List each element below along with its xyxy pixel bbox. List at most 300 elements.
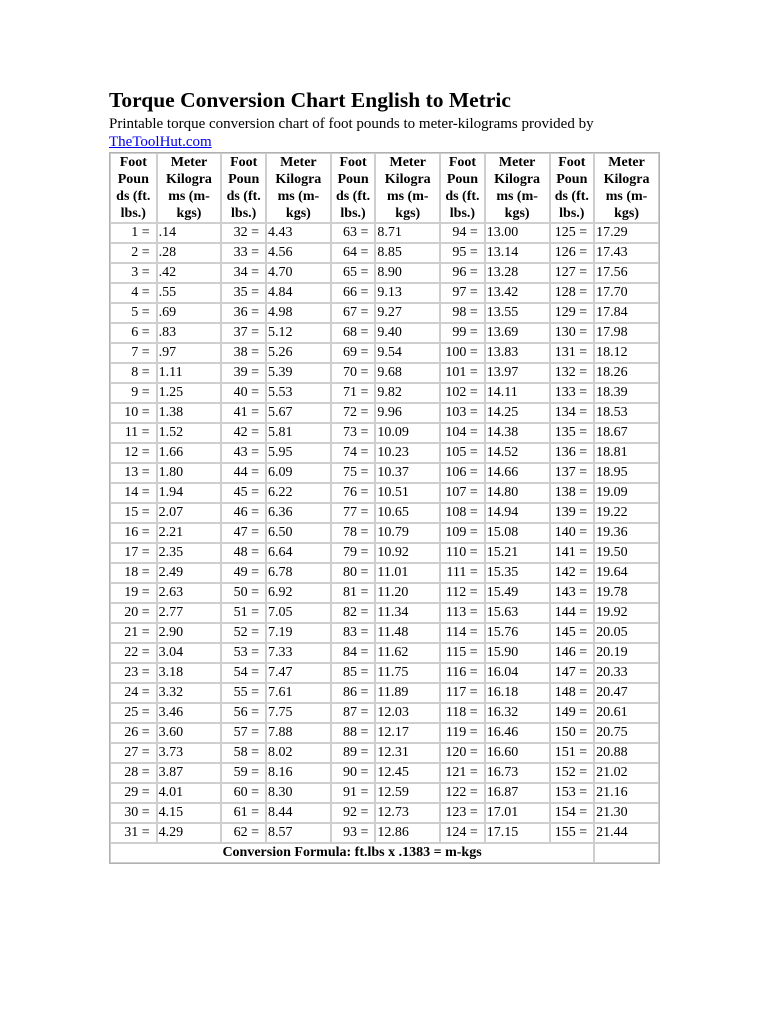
meter-kilograms-cell: 7.05	[266, 603, 331, 623]
foot-pounds-cell: 86 =	[331, 683, 376, 703]
meter-kilograms-cell: 16.04	[485, 663, 550, 683]
foot-pounds-cell: 39 =	[221, 363, 266, 383]
meter-kilograms-cell: 8.02	[266, 743, 331, 763]
foot-pounds-cell: 76 =	[331, 483, 376, 503]
foot-pounds-cell: 154 =	[550, 803, 595, 823]
meter-kilograms-cell: 2.77	[157, 603, 222, 623]
foot-pounds-cell: 27 =	[110, 743, 157, 763]
table-row	[110, 663, 659, 683]
meter-kilograms-cell: 15.21	[485, 543, 550, 563]
meter-kilograms-cell: 17.98	[594, 323, 659, 343]
foot-pounds-cell: 7 =	[110, 343, 157, 363]
foot-pounds-cell: 31 =	[110, 823, 157, 843]
meter-kilograms-cell: 10.79	[375, 523, 440, 543]
meter-kilograms-cell: 7.75	[266, 703, 331, 723]
meter-kilograms-cell: 8.71	[375, 223, 440, 243]
header-meter-kilograms: Meter Kilogra ms (m-kgs)	[594, 153, 659, 223]
meter-kilograms-cell: 6.64	[266, 543, 331, 563]
foot-pounds-cell: 88 =	[331, 723, 376, 743]
foot-pounds-cell: 95 =	[440, 243, 485, 263]
meter-kilograms-cell: 19.09	[594, 483, 659, 503]
meter-kilograms-cell: 15.35	[485, 563, 550, 583]
foot-pounds-cell: 121 =	[440, 763, 485, 783]
meter-kilograms-cell: .83	[157, 323, 222, 343]
foot-pounds-cell: 25 =	[110, 703, 157, 723]
meter-kilograms-cell: 6.22	[266, 483, 331, 503]
foot-pounds-cell: 4 =	[110, 283, 157, 303]
foot-pounds-cell: 106 =	[440, 463, 485, 483]
meter-kilograms-cell: 9.27	[375, 303, 440, 323]
meter-kilograms-cell: 4.15	[157, 803, 222, 823]
foot-pounds-cell: 145 =	[550, 623, 595, 643]
table-row	[110, 483, 659, 503]
meter-kilograms-cell: 6.09	[266, 463, 331, 483]
table-row	[110, 263, 659, 283]
meter-kilograms-cell: 10.09	[375, 423, 440, 443]
meter-kilograms-cell: 4.84	[266, 283, 331, 303]
foot-pounds-cell: 60 =	[221, 783, 266, 803]
meter-kilograms-cell: 6.78	[266, 563, 331, 583]
foot-pounds-cell: 30 =	[110, 803, 157, 823]
foot-pounds-cell: 64 =	[331, 243, 376, 263]
foot-pounds-cell: 126 =	[550, 243, 595, 263]
header-row	[110, 153, 659, 223]
foot-pounds-cell: 83 =	[331, 623, 376, 643]
formula-row	[110, 843, 659, 863]
foot-pounds-cell: 74 =	[331, 443, 376, 463]
meter-kilograms-cell: 9.68	[375, 363, 440, 383]
meter-kilograms-cell: 2.63	[157, 583, 222, 603]
foot-pounds-cell: 109 =	[440, 523, 485, 543]
meter-kilograms-cell: 12.03	[375, 703, 440, 723]
meter-kilograms-cell: 11.89	[375, 683, 440, 703]
foot-pounds-cell: 36 =	[221, 303, 266, 323]
meter-kilograms-cell: 15.76	[485, 623, 550, 643]
foot-pounds-cell: 73 =	[331, 423, 376, 443]
meter-kilograms-cell: 17.43	[594, 243, 659, 263]
table-row	[110, 603, 659, 623]
foot-pounds-cell: 117 =	[440, 683, 485, 703]
meter-kilograms-cell: 4.29	[157, 823, 222, 843]
conversion-table	[109, 152, 660, 864]
foot-pounds-cell: 72 =	[331, 403, 376, 423]
foot-pounds-cell: 41 =	[221, 403, 266, 423]
header-foot-pounds: Foot Poun ds (ft. lbs.)	[221, 153, 266, 223]
foot-pounds-cell: 65 =	[331, 263, 376, 283]
meter-kilograms-cell: 14.25	[485, 403, 550, 423]
foot-pounds-cell: 69 =	[331, 343, 376, 363]
foot-pounds-cell: 128 =	[550, 283, 595, 303]
meter-kilograms-cell: 12.31	[375, 743, 440, 763]
foot-pounds-cell: 98 =	[440, 303, 485, 323]
meter-kilograms-cell: .14	[157, 223, 222, 243]
meter-kilograms-cell: 5.67	[266, 403, 331, 423]
foot-pounds-cell: 14 =	[110, 483, 157, 503]
meter-kilograms-cell: 1.11	[157, 363, 222, 383]
meter-kilograms-cell: 5.95	[266, 443, 331, 463]
meter-kilograms-cell: 7.61	[266, 683, 331, 703]
foot-pounds-cell: 132 =	[550, 363, 595, 383]
toolhut-link[interactable]: TheToolHut.com	[109, 134, 212, 150]
table-row	[110, 583, 659, 603]
meter-kilograms-cell: 13.42	[485, 283, 550, 303]
table-row	[110, 563, 659, 583]
meter-kilograms-cell: 13.69	[485, 323, 550, 343]
table-row	[110, 783, 659, 803]
document-page	[109, 88, 660, 864]
meter-kilograms-cell: 15.90	[485, 643, 550, 663]
foot-pounds-cell: 104 =	[440, 423, 485, 443]
foot-pounds-cell: 123 =	[440, 803, 485, 823]
meter-kilograms-cell: 14.52	[485, 443, 550, 463]
foot-pounds-cell: 70 =	[331, 363, 376, 383]
foot-pounds-cell: 118 =	[440, 703, 485, 723]
header-meter-kilograms: Meter Kilogra ms (m-kgs)	[157, 153, 222, 223]
foot-pounds-cell: 18 =	[110, 563, 157, 583]
table-row	[110, 623, 659, 643]
foot-pounds-cell: 119 =	[440, 723, 485, 743]
foot-pounds-cell: 52 =	[221, 623, 266, 643]
foot-pounds-cell: 141 =	[550, 543, 595, 563]
meter-kilograms-cell: 20.61	[594, 703, 659, 723]
foot-pounds-cell: 23 =	[110, 663, 157, 683]
meter-kilograms-cell: 11.48	[375, 623, 440, 643]
foot-pounds-cell: 107 =	[440, 483, 485, 503]
foot-pounds-cell: 136 =	[550, 443, 595, 463]
conversion-formula: Conversion Formula: ft.lbs x .1383 = m-kgs	[110, 843, 594, 863]
foot-pounds-cell: 101 =	[440, 363, 485, 383]
foot-pounds-cell: 143 =	[550, 583, 595, 603]
meter-kilograms-cell: 10.23	[375, 443, 440, 463]
meter-kilograms-cell: 20.33	[594, 663, 659, 683]
table-row	[110, 823, 659, 843]
foot-pounds-cell: 50 =	[221, 583, 266, 603]
foot-pounds-cell: 24 =	[110, 683, 157, 703]
foot-pounds-cell: 32 =	[221, 223, 266, 243]
foot-pounds-cell: 80 =	[331, 563, 376, 583]
foot-pounds-cell: 125 =	[550, 223, 595, 243]
foot-pounds-cell: 33 =	[221, 243, 266, 263]
meter-kilograms-cell: 3.46	[157, 703, 222, 723]
meter-kilograms-cell: 10.65	[375, 503, 440, 523]
foot-pounds-cell: 114 =	[440, 623, 485, 643]
meter-kilograms-cell: 15.63	[485, 603, 550, 623]
foot-pounds-cell: 57 =	[221, 723, 266, 743]
foot-pounds-cell: 35 =	[221, 283, 266, 303]
header-foot-pounds: Foot Poun ds (ft. lbs.)	[331, 153, 376, 223]
foot-pounds-cell: 131 =	[550, 343, 595, 363]
foot-pounds-cell: 115 =	[440, 643, 485, 663]
meter-kilograms-cell: 20.05	[594, 623, 659, 643]
foot-pounds-cell: 45 =	[221, 483, 266, 503]
foot-pounds-cell: 120 =	[440, 743, 485, 763]
meter-kilograms-cell: 16.18	[485, 683, 550, 703]
table-row	[110, 743, 659, 763]
meter-kilograms-cell: 6.36	[266, 503, 331, 523]
foot-pounds-cell: 151 =	[550, 743, 595, 763]
meter-kilograms-cell: 12.86	[375, 823, 440, 843]
foot-pounds-cell: 59 =	[221, 763, 266, 783]
foot-pounds-cell: 8 =	[110, 363, 157, 383]
meter-kilograms-cell: 11.34	[375, 603, 440, 623]
foot-pounds-cell: 44 =	[221, 463, 266, 483]
foot-pounds-cell: 56 =	[221, 703, 266, 723]
meter-kilograms-cell: 2.90	[157, 623, 222, 643]
meter-kilograms-cell: 4.43	[266, 223, 331, 243]
meter-kilograms-cell: .55	[157, 283, 222, 303]
foot-pounds-cell: 63 =	[331, 223, 376, 243]
table-row	[110, 403, 659, 423]
foot-pounds-cell: 139 =	[550, 503, 595, 523]
foot-pounds-cell: 49 =	[221, 563, 266, 583]
meter-kilograms-cell: 4.98	[266, 303, 331, 323]
table-row	[110, 343, 659, 363]
foot-pounds-cell: 22 =	[110, 643, 157, 663]
foot-pounds-cell: 11 =	[110, 423, 157, 443]
foot-pounds-cell: 96 =	[440, 263, 485, 283]
foot-pounds-cell: 148 =	[550, 683, 595, 703]
foot-pounds-cell: 134 =	[550, 403, 595, 423]
foot-pounds-cell: 21 =	[110, 623, 157, 643]
foot-pounds-cell: 51 =	[221, 603, 266, 623]
meter-kilograms-cell: 16.60	[485, 743, 550, 763]
foot-pounds-cell: 28 =	[110, 763, 157, 783]
meter-kilograms-cell: 12.17	[375, 723, 440, 743]
foot-pounds-cell: 90 =	[331, 763, 376, 783]
meter-kilograms-cell: 10.37	[375, 463, 440, 483]
meter-kilograms-cell: 15.49	[485, 583, 550, 603]
foot-pounds-cell: 12 =	[110, 443, 157, 463]
meter-kilograms-cell: 4.56	[266, 243, 331, 263]
header-foot-pounds: Foot Poun ds (ft. lbs.)	[440, 153, 485, 223]
meter-kilograms-cell: 1.66	[157, 443, 222, 463]
meter-kilograms-cell: 8.90	[375, 263, 440, 283]
meter-kilograms-cell: 20.88	[594, 743, 659, 763]
foot-pounds-cell: 87 =	[331, 703, 376, 723]
meter-kilograms-cell: 13.14	[485, 243, 550, 263]
foot-pounds-cell: 71 =	[331, 383, 376, 403]
foot-pounds-cell: 102 =	[440, 383, 485, 403]
meter-kilograms-cell: 21.44	[594, 823, 659, 843]
meter-kilograms-cell: 13.55	[485, 303, 550, 323]
foot-pounds-cell: 137 =	[550, 463, 595, 483]
foot-pounds-cell: 94 =	[440, 223, 485, 243]
formula-empty-cell	[594, 843, 659, 863]
table-row	[110, 243, 659, 263]
meter-kilograms-cell: .97	[157, 343, 222, 363]
meter-kilograms-cell: 7.33	[266, 643, 331, 663]
meter-kilograms-cell: 9.13	[375, 283, 440, 303]
header-meter-kilograms: Meter Kilogra ms (m-kgs)	[485, 153, 550, 223]
table-row	[110, 463, 659, 483]
table-row	[110, 643, 659, 663]
meter-kilograms-cell: .42	[157, 263, 222, 283]
foot-pounds-cell: 103 =	[440, 403, 485, 423]
foot-pounds-cell: 2 =	[110, 243, 157, 263]
meter-kilograms-cell: 18.53	[594, 403, 659, 423]
meter-kilograms-cell: 3.60	[157, 723, 222, 743]
foot-pounds-cell: 9 =	[110, 383, 157, 403]
subtitle: Printable torque conversion chart of foot pounds to meter-kilograms provided by	[109, 116, 594, 132]
meter-kilograms-cell: 8.44	[266, 803, 331, 823]
meter-kilograms-cell: 3.87	[157, 763, 222, 783]
foot-pounds-cell: 150 =	[550, 723, 595, 743]
foot-pounds-cell: 133 =	[550, 383, 595, 403]
meter-kilograms-cell: 2.21	[157, 523, 222, 543]
table-row	[110, 703, 659, 723]
foot-pounds-cell: 29 =	[110, 783, 157, 803]
page-title: Torque Conversion Chart English to Metric	[109, 88, 511, 112]
meter-kilograms-cell: 14.94	[485, 503, 550, 523]
meter-kilograms-cell: 21.02	[594, 763, 659, 783]
meter-kilograms-cell: 2.07	[157, 503, 222, 523]
foot-pounds-cell: 79 =	[331, 543, 376, 563]
meter-kilograms-cell: 21.30	[594, 803, 659, 823]
header-meter-kilograms: Meter Kilogra ms (m-kgs)	[266, 153, 331, 223]
foot-pounds-cell: 146 =	[550, 643, 595, 663]
foot-pounds-cell: 116 =	[440, 663, 485, 683]
meter-kilograms-cell: 20.75	[594, 723, 659, 743]
meter-kilograms-cell: 14.66	[485, 463, 550, 483]
meter-kilograms-cell: 13.00	[485, 223, 550, 243]
meter-kilograms-cell: 4.01	[157, 783, 222, 803]
foot-pounds-cell: 89 =	[331, 743, 376, 763]
foot-pounds-cell: 43 =	[221, 443, 266, 463]
foot-pounds-cell: 5 =	[110, 303, 157, 323]
foot-pounds-cell: 38 =	[221, 343, 266, 363]
foot-pounds-cell: 153 =	[550, 783, 595, 803]
table-row	[110, 363, 659, 383]
meter-kilograms-cell: 19.92	[594, 603, 659, 623]
foot-pounds-cell: 142 =	[550, 563, 595, 583]
meter-kilograms-cell: 16.32	[485, 703, 550, 723]
foot-pounds-cell: 58 =	[221, 743, 266, 763]
foot-pounds-cell: 61 =	[221, 803, 266, 823]
foot-pounds-cell: 66 =	[331, 283, 376, 303]
meter-kilograms-cell: 12.59	[375, 783, 440, 803]
meter-kilograms-cell: 19.50	[594, 543, 659, 563]
meter-kilograms-cell: 7.47	[266, 663, 331, 683]
foot-pounds-cell: 113 =	[440, 603, 485, 623]
meter-kilograms-cell: 8.57	[266, 823, 331, 843]
meter-kilograms-cell: 2.49	[157, 563, 222, 583]
meter-kilograms-cell: 10.51	[375, 483, 440, 503]
meter-kilograms-cell: 17.56	[594, 263, 659, 283]
meter-kilograms-cell: 7.19	[266, 623, 331, 643]
meter-kilograms-cell: 1.80	[157, 463, 222, 483]
meter-kilograms-cell: 9.54	[375, 343, 440, 363]
meter-kilograms-cell: .28	[157, 243, 222, 263]
foot-pounds-cell: 124 =	[440, 823, 485, 843]
foot-pounds-cell: 42 =	[221, 423, 266, 443]
meter-kilograms-cell: 11.20	[375, 583, 440, 603]
meter-kilograms-cell: 18.12	[594, 343, 659, 363]
foot-pounds-cell: 1 =	[110, 223, 157, 243]
meter-kilograms-cell: 13.28	[485, 263, 550, 283]
meter-kilograms-cell: 11.75	[375, 663, 440, 683]
foot-pounds-cell: 140 =	[550, 523, 595, 543]
foot-pounds-cell: 93 =	[331, 823, 376, 843]
meter-kilograms-cell: 17.84	[594, 303, 659, 323]
foot-pounds-cell: 127 =	[550, 263, 595, 283]
table-row	[110, 283, 659, 303]
table-row	[110, 523, 659, 543]
meter-kilograms-cell: 18.67	[594, 423, 659, 443]
meter-kilograms-cell: 6.92	[266, 583, 331, 603]
foot-pounds-cell: 20 =	[110, 603, 157, 623]
table-body	[110, 223, 659, 843]
foot-pounds-cell: 92 =	[331, 803, 376, 823]
meter-kilograms-cell: 20.47	[594, 683, 659, 703]
meter-kilograms-cell: 21.16	[594, 783, 659, 803]
meter-kilograms-cell: 18.39	[594, 383, 659, 403]
table-row	[110, 543, 659, 563]
meter-kilograms-cell: 19.78	[594, 583, 659, 603]
foot-pounds-cell: 110 =	[440, 543, 485, 563]
meter-kilograms-cell: 1.52	[157, 423, 222, 443]
foot-pounds-cell: 47 =	[221, 523, 266, 543]
foot-pounds-cell: 91 =	[331, 783, 376, 803]
foot-pounds-cell: 34 =	[221, 263, 266, 283]
foot-pounds-cell: 53 =	[221, 643, 266, 663]
foot-pounds-cell: 97 =	[440, 283, 485, 303]
meter-kilograms-cell: 18.81	[594, 443, 659, 463]
foot-pounds-cell: 68 =	[331, 323, 376, 343]
meter-kilograms-cell: 18.26	[594, 363, 659, 383]
meter-kilograms-cell: 6.50	[266, 523, 331, 543]
foot-pounds-cell: 155 =	[550, 823, 595, 843]
meter-kilograms-cell: 7.88	[266, 723, 331, 743]
meter-kilograms-cell: 11.62	[375, 643, 440, 663]
meter-kilograms-cell: 5.39	[266, 363, 331, 383]
meter-kilograms-cell: 18.95	[594, 463, 659, 483]
meter-kilograms-cell: 1.25	[157, 383, 222, 403]
foot-pounds-cell: 46 =	[221, 503, 266, 523]
foot-pounds-cell: 48 =	[221, 543, 266, 563]
meter-kilograms-cell: 14.38	[485, 423, 550, 443]
table-row	[110, 423, 659, 443]
foot-pounds-cell: 67 =	[331, 303, 376, 323]
meter-kilograms-cell: 5.12	[266, 323, 331, 343]
meter-kilograms-cell: 2.35	[157, 543, 222, 563]
foot-pounds-cell: 135 =	[550, 423, 595, 443]
header-foot-pounds: Foot Poun ds (ft. lbs.)	[550, 153, 595, 223]
meter-kilograms-cell: 1.38	[157, 403, 222, 423]
foot-pounds-cell: 84 =	[331, 643, 376, 663]
meter-kilograms-cell: 9.96	[375, 403, 440, 423]
meter-kilograms-cell: 3.73	[157, 743, 222, 763]
meter-kilograms-cell: 19.36	[594, 523, 659, 543]
meter-kilograms-cell: 16.46	[485, 723, 550, 743]
foot-pounds-cell: 147 =	[550, 663, 595, 683]
table-row	[110, 383, 659, 403]
foot-pounds-cell: 77 =	[331, 503, 376, 523]
foot-pounds-cell: 122 =	[440, 783, 485, 803]
table-row	[110, 323, 659, 343]
meter-kilograms-cell: 1.94	[157, 483, 222, 503]
foot-pounds-cell: 40 =	[221, 383, 266, 403]
foot-pounds-cell: 15 =	[110, 503, 157, 523]
foot-pounds-cell: 3 =	[110, 263, 157, 283]
meter-kilograms-cell: 5.53	[266, 383, 331, 403]
foot-pounds-cell: 10 =	[110, 403, 157, 423]
table-row	[110, 723, 659, 743]
meter-kilograms-cell: 12.45	[375, 763, 440, 783]
foot-pounds-cell: 111 =	[440, 563, 485, 583]
table-row	[110, 303, 659, 323]
meter-kilograms-cell: 8.85	[375, 243, 440, 263]
foot-pounds-cell: 55 =	[221, 683, 266, 703]
